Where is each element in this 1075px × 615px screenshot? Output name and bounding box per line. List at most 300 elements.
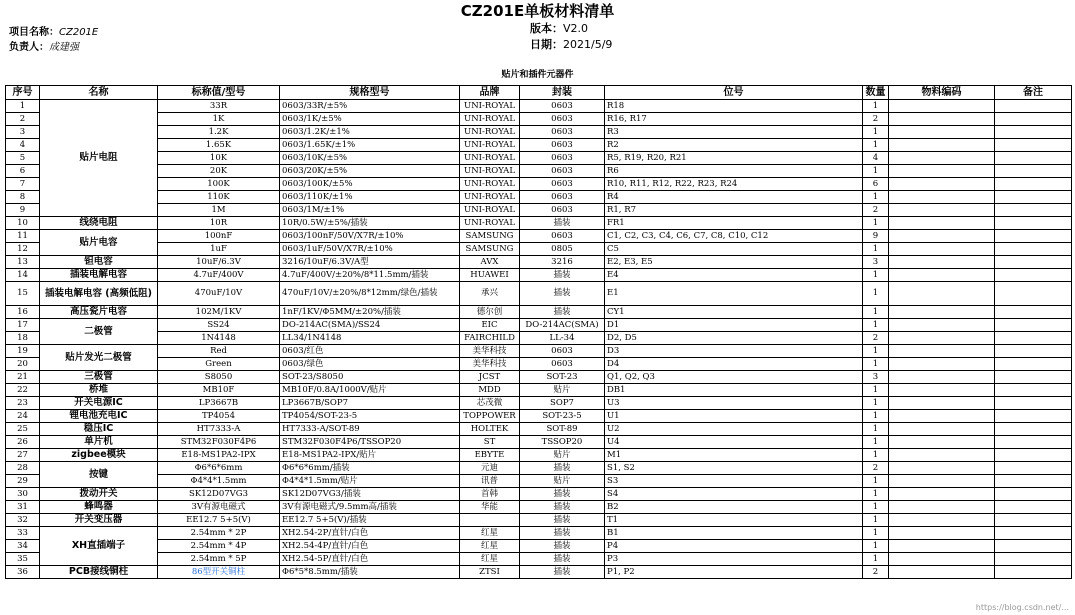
cell-refdes: S3 xyxy=(605,475,863,488)
cell-part-code xyxy=(889,243,995,256)
cell-qty: 1 xyxy=(863,269,889,282)
table-row xyxy=(6,501,1072,514)
cell-package: 0603 xyxy=(520,165,605,178)
cell-qty: 1 xyxy=(863,501,889,514)
owner-value: 成建强 xyxy=(49,42,79,53)
cell-package: SOP7 xyxy=(520,397,605,410)
cell-value: 10K xyxy=(158,152,280,165)
cell-value: SK12D07VG3 xyxy=(158,488,280,501)
table-row xyxy=(6,165,1072,178)
cell-brand: UNI-ROYAL xyxy=(460,165,520,178)
table-row xyxy=(6,230,1072,243)
cell-package: 0603 xyxy=(520,345,605,358)
cell-value: 100nF xyxy=(158,230,280,243)
cell-remark xyxy=(995,332,1072,345)
cell-brand: FAIRCHILD xyxy=(460,332,520,345)
cell-spec: 0603/1.2K/±1% xyxy=(280,126,460,139)
cell-spec: DO-214AC(SMA)/SS24 xyxy=(280,319,460,332)
table-row xyxy=(6,269,1072,282)
cell-refdes: R3 xyxy=(605,126,863,139)
cell-brand: HUAWEI xyxy=(460,269,520,282)
cell-seq: 8 xyxy=(6,191,40,204)
table-row xyxy=(6,540,1072,553)
cell-package: 贴片 xyxy=(520,449,605,462)
cell-qty: 6 xyxy=(863,178,889,191)
cell-remark xyxy=(995,462,1072,475)
cell-spec: 0603/110K/±1% xyxy=(280,191,460,204)
cell-qty: 1 xyxy=(863,358,889,371)
cell-value: 86型开关铜柱 xyxy=(158,566,280,579)
cell-package: 0603 xyxy=(520,191,605,204)
cell-value: EE12.7 5+5(V) xyxy=(158,514,280,527)
cell-seq: 32 xyxy=(6,514,40,527)
cell-remark xyxy=(995,126,1072,139)
cell-spec: 470uF/10V/±20%/8*12mm/绿色/插装 xyxy=(280,282,460,306)
cell-part-code xyxy=(889,423,995,436)
cell-remark xyxy=(995,501,1072,514)
cell-remark xyxy=(995,397,1072,410)
cell-value: 1N4148 xyxy=(158,332,280,345)
cell-spec: E18-MS1PA2-IPX/贴片 xyxy=(280,449,460,462)
cell-part-code xyxy=(889,358,995,371)
cell-remark xyxy=(995,488,1072,501)
cell-part-code xyxy=(889,165,995,178)
cell-remark xyxy=(995,527,1072,540)
cell-name: XH直插端子 xyxy=(40,527,158,566)
cell-brand: 美华科技 xyxy=(460,358,520,371)
cell-name: 稳压IC xyxy=(40,423,158,436)
cell-package: 插装 xyxy=(520,540,605,553)
cell-remark xyxy=(995,139,1072,152)
cell-name: 拨动开关 xyxy=(40,488,158,501)
cell-remark xyxy=(995,256,1072,269)
cell-spec: Φ6*6*6mm/插装 xyxy=(280,462,460,475)
cell-qty: 1 xyxy=(863,475,889,488)
cell-qty: 2 xyxy=(863,204,889,217)
cell-brand: EIC xyxy=(460,319,520,332)
cell-brand: UNI-ROYAL xyxy=(460,100,520,113)
cell-package: 0805 xyxy=(520,243,605,256)
cell-refdes: E2, E3, E5 xyxy=(605,256,863,269)
cell-seq: 9 xyxy=(6,204,40,217)
cell-seq: 20 xyxy=(6,358,40,371)
cell-name: 插装电解电容 (高频低阻) xyxy=(40,282,158,306)
cell-package: 插装 xyxy=(520,488,605,501)
header-spec: 规格型号 xyxy=(280,86,460,100)
cell-brand: SAMSUNG xyxy=(460,243,520,256)
cell-seq: 34 xyxy=(6,540,40,553)
cell-qty: 1 xyxy=(863,488,889,501)
cell-value: E18-MS1PA2-IPX xyxy=(158,449,280,462)
cell-part-code xyxy=(889,332,995,345)
header-brand: 品牌 xyxy=(460,86,520,100)
cell-package: DO-214AC(SMA) xyxy=(520,319,605,332)
cell-refdes: R10, R11, R12, R22, R23, R24 xyxy=(605,178,863,191)
cell-spec: 0603/1uF/50V/X7R/±10% xyxy=(280,243,460,256)
cell-part-code xyxy=(889,514,995,527)
cell-value: S8050 xyxy=(158,371,280,384)
header-refdes: 位号 xyxy=(605,86,863,100)
cell-brand: 德尔创 xyxy=(460,306,520,319)
table-row xyxy=(6,306,1072,319)
cell-refdes: U1 xyxy=(605,410,863,423)
header-remark: 备注 xyxy=(995,86,1072,100)
cell-name: 二极管 xyxy=(40,319,158,345)
cell-brand: 红星 xyxy=(460,553,520,566)
document-title: CZ201E单板材料清单 xyxy=(460,2,615,20)
cell-remark xyxy=(995,553,1072,566)
table-row xyxy=(6,449,1072,462)
cell-qty: 1 xyxy=(863,514,889,527)
cell-seq: 4 xyxy=(6,139,40,152)
cell-brand: 元迪 xyxy=(460,462,520,475)
cell-refdes: D3 xyxy=(605,345,863,358)
cell-qty: 1 xyxy=(863,191,889,204)
cell-spec: MB10F/0.8A/1000V/贴片 xyxy=(280,384,460,397)
cell-part-code xyxy=(889,410,995,423)
cell-value: 1M xyxy=(158,204,280,217)
table-row xyxy=(6,566,1072,579)
cell-part-code xyxy=(889,371,995,384)
cell-refdes: S4 xyxy=(605,488,863,501)
cell-seq: 16 xyxy=(6,306,40,319)
cell-package: 0603 xyxy=(520,113,605,126)
cell-part-code xyxy=(889,126,995,139)
cell-refdes: S1, S2 xyxy=(605,462,863,475)
cell-seq: 25 xyxy=(6,423,40,436)
cell-seq: 21 xyxy=(6,371,40,384)
cell-remark xyxy=(995,345,1072,358)
cell-package: 插装 xyxy=(520,306,605,319)
cell-spec: 0603/1M/±1% xyxy=(280,204,460,217)
cell-refdes: U4 xyxy=(605,436,863,449)
cell-part-code xyxy=(889,178,995,191)
cell-qty: 2 xyxy=(863,113,889,126)
cell-qty: 1 xyxy=(863,423,889,436)
cell-package: 0603 xyxy=(520,178,605,191)
cell-part-code xyxy=(889,319,995,332)
cell-value: 10uF/6.3V xyxy=(158,256,280,269)
cell-brand: JCST xyxy=(460,371,520,384)
cell-seq: 36 xyxy=(6,566,40,579)
cell-refdes: C5 xyxy=(605,243,863,256)
cell-qty: 2 xyxy=(863,566,889,579)
cell-part-code xyxy=(889,282,995,306)
cell-seq: 28 xyxy=(6,462,40,475)
cell-package: 插装 xyxy=(520,527,605,540)
table-row xyxy=(6,410,1072,423)
date-meta xyxy=(530,36,612,52)
cell-seq: 17 xyxy=(6,319,40,332)
cell-spec: TP4054/SOT-23-5 xyxy=(280,410,460,423)
cell-value: Red xyxy=(158,345,280,358)
cell-part-code xyxy=(889,191,995,204)
cell-name: 开关电源IC xyxy=(40,397,158,410)
cell-package: 插装 xyxy=(520,501,605,514)
cell-spec: LL34/1N4148 xyxy=(280,332,460,345)
cell-qty: 1 xyxy=(863,527,889,540)
bom-table xyxy=(5,85,1072,579)
cell-name: 贴片电阻 xyxy=(40,100,158,217)
cell-part-code xyxy=(889,462,995,475)
cell-refdes: P3 xyxy=(605,553,863,566)
cell-brand: AVX xyxy=(460,256,520,269)
table-row xyxy=(6,423,1072,436)
cell-remark xyxy=(995,475,1072,488)
cell-part-code xyxy=(889,397,995,410)
cell-refdes: Q1, Q2, Q3 xyxy=(605,371,863,384)
cell-remark xyxy=(995,230,1072,243)
cell-qty: 1 xyxy=(863,397,889,410)
cell-value: 1K xyxy=(158,113,280,126)
cell-value: SS24 xyxy=(158,319,280,332)
date-value: 2021/5/9 xyxy=(563,38,613,51)
cell-name: PCB接线铜柱 xyxy=(40,566,158,579)
cell-name: 贴片电容 xyxy=(40,230,158,256)
cell-refdes: D1 xyxy=(605,319,863,332)
cell-remark xyxy=(995,113,1072,126)
cell-value: HT7333-A xyxy=(158,423,280,436)
cell-seq: 26 xyxy=(6,436,40,449)
cell-seq: 29 xyxy=(6,475,40,488)
cell-refdes: CY1 xyxy=(605,306,863,319)
cell-brand: 美华科技 xyxy=(460,345,520,358)
cell-remark xyxy=(995,319,1072,332)
cell-brand: UNI-ROYAL xyxy=(460,178,520,191)
cell-value: 1uF xyxy=(158,243,280,256)
cell-package: SOT-89 xyxy=(520,423,605,436)
cell-remark xyxy=(995,410,1072,423)
cell-name: 三极管 xyxy=(40,371,158,384)
cell-spec: XH2.54-2P/直针/白色 xyxy=(280,527,460,540)
table-row xyxy=(6,462,1072,475)
cell-spec: 0603/33R/±5% xyxy=(280,100,460,113)
cell-seq: 27 xyxy=(6,449,40,462)
cell-qty: 1 xyxy=(863,306,889,319)
cell-package: 插装 xyxy=(520,566,605,579)
cell-part-code xyxy=(889,256,995,269)
cell-value: 470uF/10V xyxy=(158,282,280,306)
cell-spec: 0603/绿色 xyxy=(280,358,460,371)
cell-remark xyxy=(995,423,1072,436)
cell-brand: UNI-ROYAL xyxy=(460,217,520,230)
cell-value: 10R xyxy=(158,217,280,230)
cell-refdes: C1, C2, C3, C4, C6, C7, C8, C10, C12 xyxy=(605,230,863,243)
cell-brand: UNI-ROYAL xyxy=(460,152,520,165)
cell-part-code xyxy=(889,345,995,358)
header-seq: 序号 xyxy=(6,86,40,100)
table-row xyxy=(6,256,1072,269)
cell-brand: 首韩 xyxy=(460,488,520,501)
cell-qty: 1 xyxy=(863,449,889,462)
table-row xyxy=(6,553,1072,566)
cell-spec: 0603/红色 xyxy=(280,345,460,358)
cell-package: 0603 xyxy=(520,358,605,371)
cell-seq: 19 xyxy=(6,345,40,358)
cell-brand: 红星 xyxy=(460,527,520,540)
cell-refdes: B1 xyxy=(605,527,863,540)
cell-value: 1.65K xyxy=(158,139,280,152)
cell-refdes: P1, P2 xyxy=(605,566,863,579)
table-row xyxy=(6,191,1072,204)
cell-qty: 1 xyxy=(863,217,889,230)
table-row xyxy=(6,319,1072,332)
cell-part-code xyxy=(889,230,995,243)
cell-refdes: U3 xyxy=(605,397,863,410)
cell-remark xyxy=(995,540,1072,553)
cell-spec: 0603/100nF/50V/X7R/±10% xyxy=(280,230,460,243)
cell-refdes: R16, R17 xyxy=(605,113,863,126)
header-part-code: 物料编码 xyxy=(889,86,995,100)
table-row xyxy=(6,243,1072,256)
cell-seq: 11 xyxy=(6,230,40,243)
cell-refdes: R18 xyxy=(605,100,863,113)
cell-package: 0603 xyxy=(520,126,605,139)
cell-seq: 1 xyxy=(6,100,40,113)
cell-package: SOT-23-5 xyxy=(520,410,605,423)
cell-qty: 1 xyxy=(863,126,889,139)
cell-value: 33R xyxy=(158,100,280,113)
cell-qty: 1 xyxy=(863,319,889,332)
cell-spec: EE12.7 5+5(V)/插装 xyxy=(280,514,460,527)
cell-qty: 1 xyxy=(863,384,889,397)
cell-part-code xyxy=(889,384,995,397)
header-qty: 数量 xyxy=(863,86,889,100)
cell-value: MB10F xyxy=(158,384,280,397)
cell-qty: 2 xyxy=(863,332,889,345)
table-row xyxy=(6,384,1072,397)
table-row xyxy=(6,514,1072,527)
cell-refdes: M1 xyxy=(605,449,863,462)
cell-spec: 10R/0.5W/±5%/插装 xyxy=(280,217,460,230)
cell-seq: 12 xyxy=(6,243,40,256)
bom-body xyxy=(6,100,1072,579)
cell-seq: 30 xyxy=(6,488,40,501)
cell-package: 贴片 xyxy=(520,475,605,488)
cell-spec: 3216/10uF/6.3V/A型 xyxy=(280,256,460,269)
cell-remark xyxy=(995,282,1072,306)
cell-package: 3216 xyxy=(520,256,605,269)
header-name: 名称 xyxy=(40,86,158,100)
cell-remark xyxy=(995,152,1072,165)
header-value: 标称值/型号 xyxy=(158,86,280,100)
cell-spec: XH2.54-5P/直针/白色 xyxy=(280,553,460,566)
cell-spec: 4.7uF/400V/±20%/8*11.5mm/插装 xyxy=(280,269,460,282)
cell-part-code xyxy=(889,100,995,113)
cell-remark xyxy=(995,358,1072,371)
cell-remark xyxy=(995,204,1072,217)
table-row xyxy=(6,371,1072,384)
cell-spec: SK12D07VG3/插装 xyxy=(280,488,460,501)
cell-part-code xyxy=(889,540,995,553)
table-row xyxy=(6,113,1072,126)
cell-remark xyxy=(995,191,1072,204)
cell-remark xyxy=(995,217,1072,230)
cell-part-code xyxy=(889,306,995,319)
cell-name: 钽电容 xyxy=(40,256,158,269)
cell-seq: 10 xyxy=(6,217,40,230)
cell-package: 贴片 xyxy=(520,384,605,397)
cell-seq: 7 xyxy=(6,178,40,191)
cell-package: 0603 xyxy=(520,152,605,165)
cell-spec: 1nF/1KV/Φ5MM/±20%/插装 xyxy=(280,306,460,319)
cell-spec: 0603/1K/±5% xyxy=(280,113,460,126)
project-label: 项目名称： xyxy=(9,27,59,38)
cell-refdes: U2 xyxy=(605,423,863,436)
cell-part-code xyxy=(889,488,995,501)
table-row xyxy=(6,126,1072,139)
cell-brand: UNI-ROYAL xyxy=(460,139,520,152)
cell-seq: 15 xyxy=(6,282,40,306)
table-row xyxy=(6,488,1072,501)
table-row xyxy=(6,436,1072,449)
cell-seq: 5 xyxy=(6,152,40,165)
cell-remark xyxy=(995,243,1072,256)
cell-qty: 1 xyxy=(863,165,889,178)
table-row xyxy=(6,475,1072,488)
table-row xyxy=(6,527,1072,540)
cell-brand: 承兴 xyxy=(460,282,520,306)
cell-brand: EBYTE xyxy=(460,449,520,462)
cell-seq: 33 xyxy=(6,527,40,540)
cell-remark xyxy=(995,165,1072,178)
cell-value: 2.54mm * 4P xyxy=(158,540,280,553)
cell-value: 1.2K xyxy=(158,126,280,139)
cell-part-code xyxy=(889,527,995,540)
cell-part-code xyxy=(889,475,995,488)
cell-brand: UNI-ROYAL xyxy=(460,113,520,126)
cell-value: 110K xyxy=(158,191,280,204)
cell-package: 插装 xyxy=(520,217,605,230)
table-row xyxy=(6,332,1072,345)
cell-spec: 0603/1.65K/±1% xyxy=(280,139,460,152)
cell-package: 0603 xyxy=(520,139,605,152)
cell-package: 插装 xyxy=(520,282,605,306)
cell-seq: 22 xyxy=(6,384,40,397)
cell-qty: 1 xyxy=(863,243,889,256)
cell-spec: HT7333-A/SOT-89 xyxy=(280,423,460,436)
cell-part-code xyxy=(889,449,995,462)
cell-brand: 讯普 xyxy=(460,475,520,488)
owner-label: 负责人： xyxy=(9,42,49,53)
cell-brand: 华能 xyxy=(460,501,520,514)
cell-package: 0603 xyxy=(520,204,605,217)
header-row xyxy=(6,86,1072,100)
cell-refdes: R1, R7 xyxy=(605,204,863,217)
cell-qty: 1 xyxy=(863,100,889,113)
section-subtitle: 贴片和插件元器件 xyxy=(501,70,574,80)
cell-remark xyxy=(995,514,1072,527)
cell-name: 插装电解电容 xyxy=(40,269,158,282)
cell-name: zigbee模块 xyxy=(40,449,158,462)
cell-qty: 1 xyxy=(863,345,889,358)
cell-refdes: E4 xyxy=(605,269,863,282)
table-row xyxy=(6,358,1072,371)
cell-brand: UNI-ROYAL xyxy=(460,126,520,139)
cell-seq: 3 xyxy=(6,126,40,139)
cell-package: LL-34 xyxy=(520,332,605,345)
cell-brand: TOPPOWER xyxy=(460,410,520,423)
cell-remark xyxy=(995,449,1072,462)
table-row xyxy=(6,345,1072,358)
header-package: 封装 xyxy=(520,86,605,100)
cell-value: 4.7uF/400V xyxy=(158,269,280,282)
cell-refdes: DB1 xyxy=(605,384,863,397)
table-row xyxy=(6,217,1072,230)
cell-seq: 2 xyxy=(6,113,40,126)
table-row xyxy=(6,204,1072,217)
cell-remark xyxy=(995,306,1072,319)
